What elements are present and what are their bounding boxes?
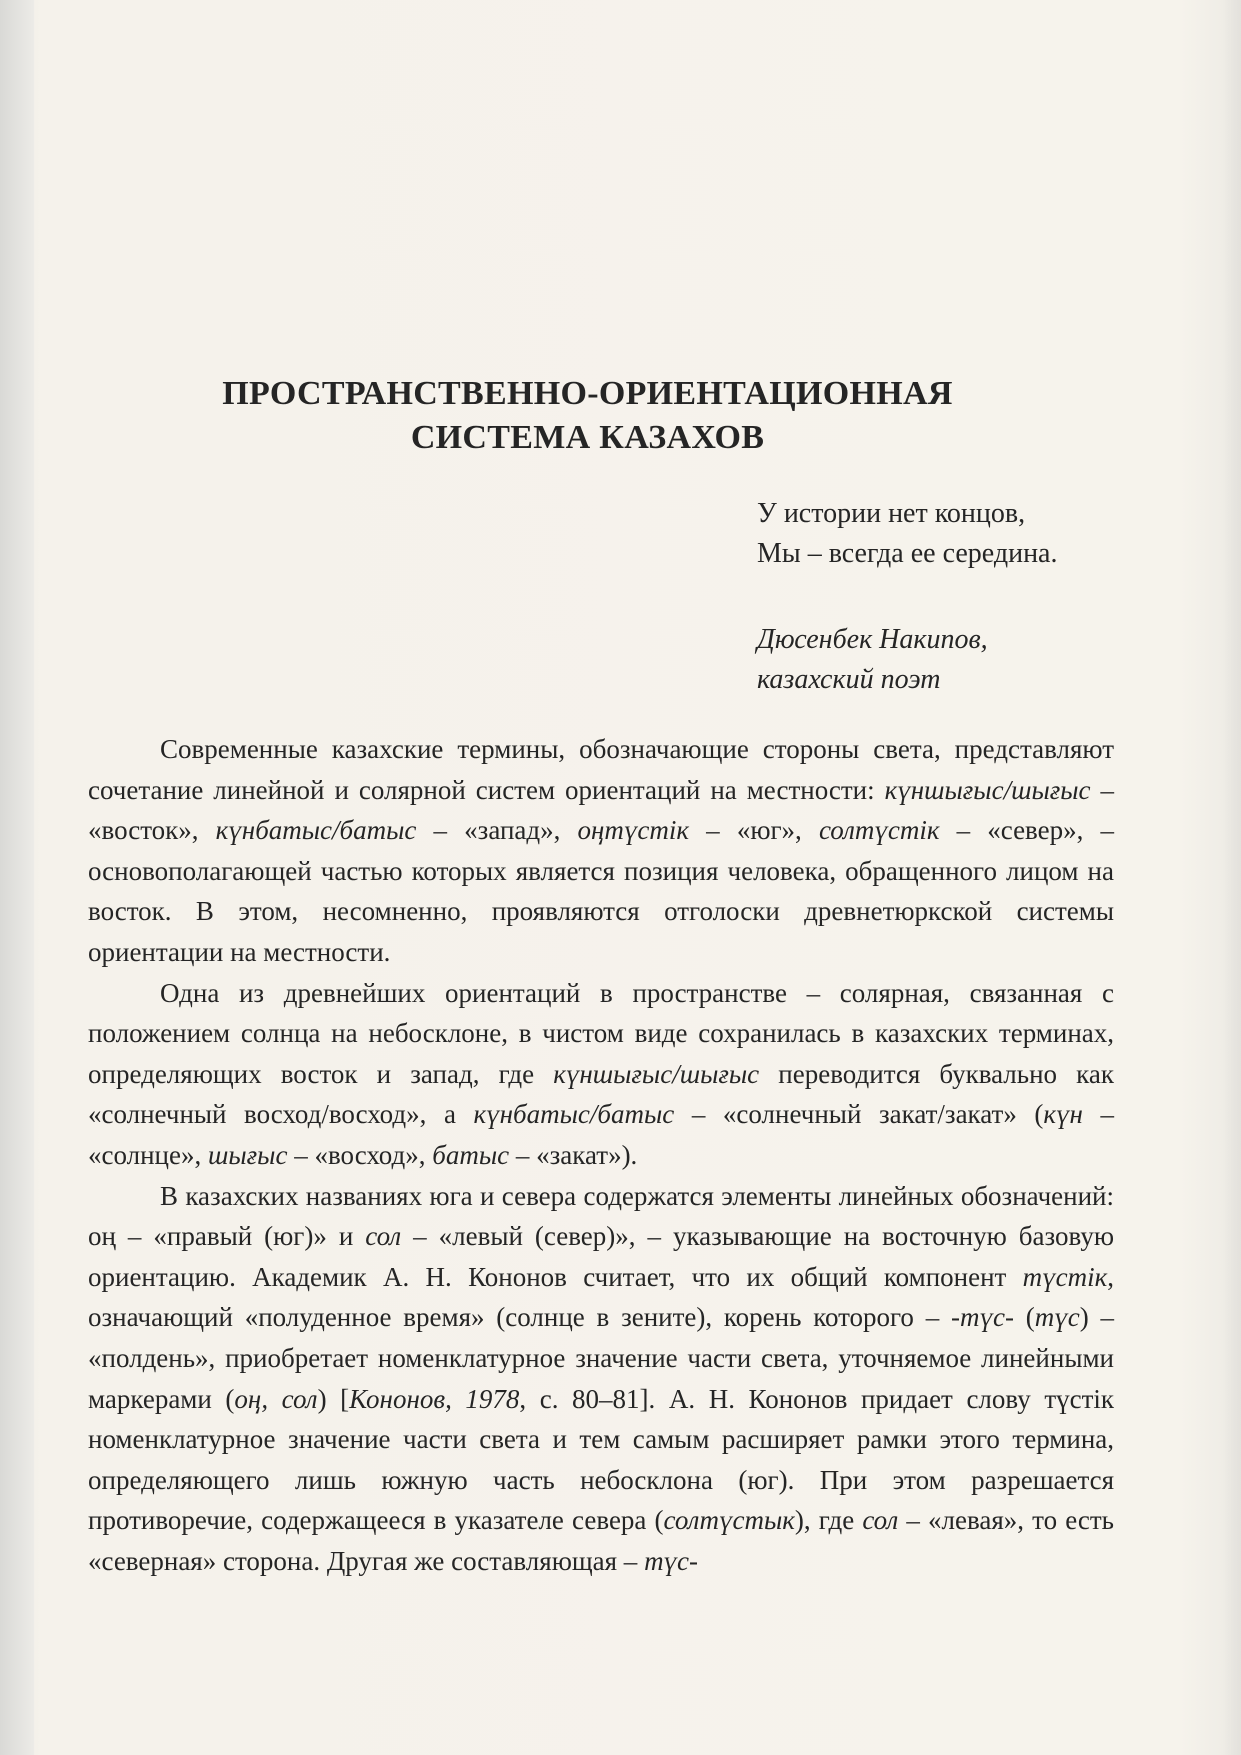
italic-term: Кононов, 1978 (349, 1383, 520, 1414)
epigraph (757, 494, 1177, 700)
paragraph-2 (88, 973, 1114, 1176)
italic-term: -түс- (950, 1302, 1014, 1333)
text-run: ( (1013, 1302, 1035, 1333)
text-run: – «запад», (416, 815, 578, 846)
epigraph-line-1: У истории нет концов, (757, 498, 1026, 529)
paragraph-1 (88, 729, 1114, 973)
text-run: – «восток», (88, 774, 1115, 846)
binding-shadow (0, 0, 34, 1755)
text-run: Современные казахские термины, обозначающие стороны света, представляют сочетание линейной и солярной систем ориентаций на местности: (88, 734, 1114, 805)
text-run: – «левый (север)», – указывающие на восточную базовую ориентацию. Академик А. Н. Кононов считает, что их общий компонент (88, 1221, 1114, 1292)
text-run: – «солнечный закат/закат» ( (674, 1099, 1044, 1130)
italic-term: солтүстык (663, 1505, 795, 1536)
italic-term: солтүстік (818, 815, 940, 846)
text-run: переводится буквально как «солнечный восход/восход», а (88, 1058, 1114, 1130)
text-run: – «восход», (287, 1139, 433, 1170)
chapter-title-line-1: ПРОСТРАНСТВЕННО-ОРИЕНТАЦИОННАЯ (222, 375, 953, 412)
italic-term: оң, сол (234, 1383, 318, 1414)
text-run: – «закат»). (509, 1139, 638, 1170)
text-run: , с. 80–81]. А. Н. Кононов придает слову түстік номенклатурное значение части света и тем самым расширяет рамки этого термина, определяющего лишь южную часть небосклона (юг). При этом разрешается противоречие, содержащееся в указателе севера ( (88, 1383, 1115, 1536)
text-run: ) [ (317, 1383, 350, 1414)
chapter-title-line-2: СИСТЕМА КАЗАХОВ (410, 419, 765, 456)
italic-term: түс- (644, 1545, 699, 1576)
epigraph-line-2: Мы – всегда ее середина. (757, 538, 1058, 569)
italic-term: түс (1034, 1302, 1080, 1333)
chapter-title (200, 372, 975, 460)
text-run: – «левая», то есть «северная» сторона. Другая же составляющая – (88, 1505, 1114, 1576)
body-text (88, 729, 1114, 1581)
text-run: Одна из древнейших ориентаций в пространстве – солярная, связанная с положением солнца на небосклоне, в чистом виде сохранилась в казахских терминах, определяющих восток и запад, где (88, 977, 1114, 1089)
text-run: – «север», – основополагающей частью которых является позиция человека, обращенного лицом на восток. В этом, несомненно, проявляются отголоски древнетюркской системы ориентации на местности. (88, 815, 1115, 967)
italic-term: күн (1043, 1099, 1083, 1130)
italic-term: сол (862, 1505, 899, 1536)
text-run: ), где (794, 1505, 863, 1536)
italic-term: сол (365, 1221, 402, 1252)
italic-term: күнбатыс/батыс (473, 1099, 675, 1130)
epigraph-author: Дюсенбек Накипов, (757, 624, 988, 655)
text-run: – «солнце», (88, 1099, 1115, 1170)
text-run: В казахских названиях юга и севера содержатся элементы линейных обозначений: оң – «правый (юг)» и (88, 1180, 1114, 1252)
text-run: – «юг», (689, 815, 819, 846)
italic-term: батыс (432, 1139, 510, 1170)
italic-term: түстік (1022, 1261, 1108, 1292)
epigraph-spacer (757, 574, 1177, 620)
page-edge (1223, 0, 1241, 1755)
paragraph-3 (88, 1176, 1114, 1582)
text-run: , означающий «полуденное время» (солнце в зените), корень которого – (88, 1261, 1114, 1333)
italic-term: күншығыс/шығыс (884, 774, 1091, 805)
italic-term: шығыс (207, 1139, 288, 1170)
italic-term: күншығыс/шығыс (553, 1058, 760, 1089)
text-run: ) – «полдень», приобретает номенклатурное значение части света, уточняемое линейными маркерами ( (88, 1302, 1114, 1414)
italic-term: оңтүстік (577, 815, 690, 846)
epigraph-author-role: казахский поэт (757, 664, 941, 695)
italic-term: күнбатыс/батыс (215, 815, 417, 846)
